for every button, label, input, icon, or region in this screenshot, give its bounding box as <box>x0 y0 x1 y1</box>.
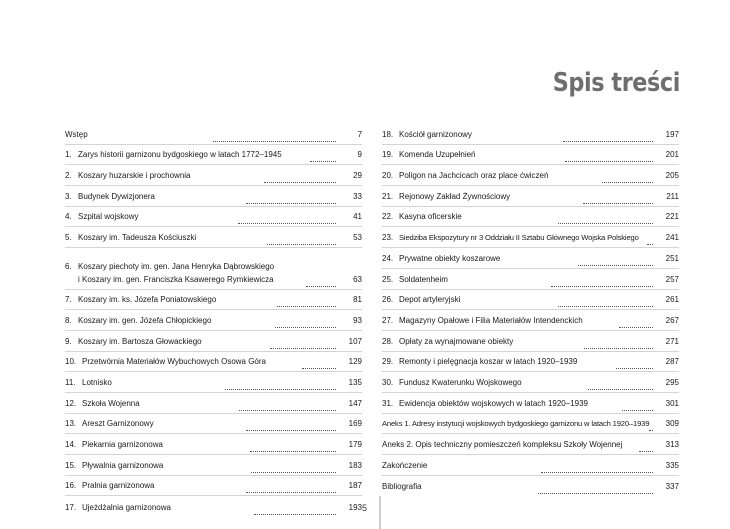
toc-entry-label: Zakończenie <box>382 460 428 470</box>
toc-entry[interactable] <box>65 434 362 455</box>
toc-entry[interactable] <box>382 269 679 290</box>
toc-entry-page: 179 <box>348 440 362 450</box>
dot-leader <box>254 513 336 515</box>
toc-entry-label: Piekarnia garnizonowa <box>82 440 163 450</box>
toc-entry-page: 251 <box>665 253 680 263</box>
dot-leader <box>310 160 336 162</box>
page-title: Spis treści <box>552 68 680 98</box>
toc-entry-number: 21. <box>382 191 394 201</box>
toc-entry-label: Areszt Garnizonowy <box>82 419 154 429</box>
toc-entry-page: 261 <box>665 295 680 305</box>
toc-entry[interactable] <box>65 455 362 476</box>
toc-entry-page: 129 <box>348 357 362 367</box>
dot-leader <box>558 305 653 307</box>
dot-leader <box>251 471 336 473</box>
toc-entry[interactable] <box>382 352 679 373</box>
toc-entry-number: 3. <box>65 191 72 201</box>
toc-entry-page: 197 <box>665 129 679 139</box>
dot-leader <box>270 347 336 349</box>
toc-entry-number: 4. <box>65 212 72 222</box>
toc-entry-label: Koszary huzarskie i prochownia <box>78 171 191 181</box>
toc-entry-number: 28. <box>382 336 394 346</box>
toc-entry[interactable] <box>382 393 679 414</box>
toc-entry-page: 41 <box>353 212 362 222</box>
toc-entry-page: 241 <box>665 233 680 243</box>
toc-entry-page: 187 <box>348 481 362 491</box>
toc-entry-page: 33 <box>353 191 362 201</box>
toc-entry[interactable] <box>382 207 679 228</box>
dot-leader <box>565 160 653 162</box>
toc-entry-page: 313 <box>665 440 679 449</box>
dot-leader <box>578 264 653 266</box>
toc-entry-label: Fundusz Kwaterunku Wojskowego <box>399 377 522 387</box>
toc-entry[interactable] <box>65 165 362 186</box>
dot-leader <box>588 388 653 390</box>
toc-entry[interactable] <box>65 310 362 331</box>
toc-entry-label: Szpital wojskowy <box>78 212 139 222</box>
toc-entry-page: 193 <box>348 503 363 513</box>
toc-left-column <box>65 124 362 517</box>
toc-entry-label: Ewidencja obiektów wojskowych w latach 1920–1939 <box>399 398 588 408</box>
toc-entry-number: 29. <box>382 357 394 367</box>
toc-entry-page: 257 <box>665 274 680 284</box>
toc-entry-number: 2. <box>65 171 72 181</box>
toc-entry[interactable] <box>65 227 362 248</box>
toc-entry-label: Siedziba Ekspozytury nr 3 Oddziału II Sztabu Głównego Wojska Polskiego <box>399 233 639 243</box>
toc-entry-page: 287 <box>665 357 679 367</box>
toc-entry-label: Poligon na Jachcicach oraz place ćwiczeń <box>399 171 549 181</box>
toc-entry[interactable] <box>382 455 679 476</box>
toc-entry-page: 201 <box>665 150 679 160</box>
toc-entry-number: 7. <box>65 295 72 305</box>
toc-entry-number: 9. <box>65 336 72 346</box>
toc-entry-page: 271 <box>665 336 679 346</box>
toc-entry-page: 335 <box>665 460 680 470</box>
toc-entry[interactable] <box>382 145 679 166</box>
toc-entry-number: 13. <box>65 419 77 429</box>
toc-entry[interactable] <box>65 207 362 228</box>
toc-entry-label: Depot artyleryjski <box>399 295 461 305</box>
dot-leader <box>551 285 653 287</box>
toc-entry-number: 10. <box>65 357 77 367</box>
toc-entry-label: i Koszary im. gen. Franciszka Ksawerego Rymkiewicza <box>78 274 274 284</box>
page-divider <box>379 496 381 529</box>
toc-entry-number: 5. <box>65 233 72 243</box>
dot-leader <box>213 140 336 142</box>
toc-entry-page: 53 <box>353 233 362 243</box>
toc-entry[interactable] <box>65 414 362 435</box>
toc-entry[interactable] <box>65 352 362 373</box>
toc-entry-page: 211 <box>666 191 679 201</box>
dot-leader <box>264 181 336 183</box>
toc-entry-label: Komenda Uzupełnień <box>399 150 476 160</box>
toc-entry-number: 18. <box>382 129 394 139</box>
toc-entry-label: Koszary im. Tadeusza Kościuszki <box>78 233 197 243</box>
toc-entry-label: Kasyna oficerskie <box>399 212 462 222</box>
toc-entry-page: 63 <box>353 274 362 284</box>
toc-entry[interactable] <box>382 165 679 186</box>
toc-entry-number: 15. <box>65 460 77 470</box>
toc-entry[interactable] <box>382 124 679 145</box>
toc-entry-page: 169 <box>348 419 362 429</box>
toc-entry[interactable] <box>65 331 362 352</box>
toc-entry[interactable] <box>382 372 679 393</box>
toc-entry-number: 14. <box>65 440 77 450</box>
toc-entry-label: Koszary im. Bartosza Głowackiego <box>78 336 202 346</box>
toc-entry-number: 23. <box>382 233 394 243</box>
dot-leader <box>246 202 336 204</box>
toc-entry-number: 22. <box>382 212 394 222</box>
toc-entry[interactable] <box>65 186 362 207</box>
dot-leader <box>225 388 336 390</box>
toc-entry-number: 11. <box>65 377 76 387</box>
toc-entry[interactable] <box>382 434 679 455</box>
toc-entry-label: Opłaty za wynajmowane obiekty <box>399 336 514 346</box>
toc-entry-page: 93 <box>353 315 362 325</box>
toc-entry-page: 81 <box>353 295 362 305</box>
toc-entry-page: 295 <box>665 377 679 387</box>
toc-entry[interactable] <box>382 290 679 311</box>
toc-entry-label: Budynek Dywizjonera <box>78 191 155 201</box>
toc-entry-page: 29 <box>353 171 362 181</box>
toc-entry[interactable] <box>382 476 679 497</box>
toc-entry-number: 24. <box>382 253 394 263</box>
toc-entry-page: 301 <box>665 398 679 408</box>
toc-entry-number: 30. <box>382 377 394 387</box>
toc-entry-number: 19. <box>382 150 394 160</box>
toc-entry[interactable] <box>65 248 362 289</box>
toc-entry[interactable] <box>382 186 679 207</box>
toc-entry-label: Kościół garnizonowy <box>399 129 472 139</box>
dot-leader <box>583 202 653 204</box>
toc-entry-number: 20. <box>382 171 394 181</box>
toc-entry-label: Bibliografia <box>382 482 422 492</box>
toc-entry-label: Aneks 2. Opis techniczny pomieszczeń kompleksu Szkoły Wojennej <box>382 440 623 449</box>
toc-entry[interactable] <box>65 476 362 497</box>
toc-entry-page: 147 <box>348 398 363 408</box>
toc-entry[interactable] <box>65 393 362 414</box>
toc-entry-page: 221 <box>665 212 680 222</box>
dot-leader <box>647 243 653 245</box>
toc-right-column <box>382 124 679 496</box>
dot-leader <box>239 409 336 411</box>
toc-entry-label-line1: Koszary piechoty im. gen. Jana Henryka Dąbrowskiego <box>78 261 275 271</box>
dot-leader <box>246 491 336 493</box>
toc-entry-page: 7 <box>357 129 363 139</box>
toc-entry-number: 27. <box>382 315 394 325</box>
toc-entry-page: 205 <box>665 171 680 181</box>
dot-leader <box>250 450 336 452</box>
dot-leader <box>649 429 653 431</box>
toc-entry-number: 1. <box>65 150 72 160</box>
toc-entry-page: 309 <box>665 419 679 429</box>
toc-entry-page: 135 <box>348 377 363 387</box>
toc-entry-label: Koszary im. gen. Józefa Chłopickiego <box>78 315 212 325</box>
toc-entry[interactable] <box>65 290 362 311</box>
toc-entry-label: Soldatenheim <box>399 274 448 284</box>
dot-leader <box>639 450 653 452</box>
toc-entry-label: Pływalnia garnizonowa <box>82 460 164 470</box>
toc-entry[interactable] <box>65 372 362 393</box>
toc-entry[interactable] <box>382 248 679 269</box>
toc-entry[interactable] <box>382 414 679 435</box>
toc-entry-page: 183 <box>348 460 363 470</box>
toc-entry[interactable] <box>65 124 362 145</box>
toc-entry-label: Aneks 1. Adresy instytucji wojskowych bydgoskiego garnizonu w latach 1920–1939 <box>382 419 650 429</box>
toc-entry-page: 337 <box>665 482 680 492</box>
dot-leader <box>275 326 336 328</box>
toc-entry-label: Remonty i pielęgnacja koszar w latach 1920–1939 <box>399 357 578 367</box>
dot-leader <box>238 222 336 224</box>
page-number: 5 <box>362 503 368 513</box>
toc-entry-label: Ujeżdżalnia garnizonowa <box>82 503 171 513</box>
toc-entry-number: 8. <box>65 315 72 325</box>
dot-leader <box>306 285 336 287</box>
toc-entry-label: Przetwórnia Materiałów Wybuchowych Osowa Góra <box>82 357 266 367</box>
dot-leader <box>277 305 336 307</box>
toc-entry-label: Szkoła Wojenna <box>82 398 140 408</box>
dot-leader <box>538 492 653 494</box>
dot-leader <box>584 347 653 349</box>
dot-leader <box>246 429 336 431</box>
toc-entry-label: Zarys historii garnizonu bydgoskiego w latach 1772–1945 <box>78 150 282 160</box>
toc-entry-number: 31. <box>382 398 394 408</box>
toc-entry-page: 267 <box>665 315 680 325</box>
toc-entry-page: 9 <box>357 150 362 160</box>
toc-entry-number: 25. <box>382 274 394 284</box>
dot-leader <box>302 367 336 369</box>
toc-entry-label: Wstęp <box>65 129 88 139</box>
toc-entry-number: 16. <box>65 481 77 491</box>
toc-entry[interactable] <box>65 496 362 517</box>
toc-entry-label: Lotnisko <box>82 377 112 387</box>
dot-leader <box>622 409 654 411</box>
toc-entry-label: Prywatne obiekty koszarowe <box>399 253 501 263</box>
toc-entry[interactable] <box>382 227 679 248</box>
toc-entry-label: Magazyny Opałowe i Filia Materiałów Intendenckich <box>399 315 583 325</box>
toc-entry[interactable] <box>382 331 679 352</box>
toc-entry-number: 6. <box>65 261 72 271</box>
dot-leader <box>558 222 653 224</box>
dot-leader <box>541 471 653 473</box>
toc-entry-number: 17. <box>65 503 77 513</box>
toc-entry[interactable] <box>382 310 679 331</box>
dot-leader <box>267 243 336 245</box>
toc-entry-label: Koszary im. ks. Józefa Poniatowskiego <box>78 295 217 305</box>
toc-entry-number: 26. <box>382 295 394 305</box>
toc-entry-label: Rejonowy Zakład Żywnościowy <box>399 191 511 201</box>
toc-entry-label: Pralnia garnizonowa <box>82 481 155 491</box>
toc-entry-page: 107 <box>348 336 363 346</box>
toc-entry[interactable] <box>65 145 362 166</box>
dot-leader <box>619 326 653 328</box>
dot-leader <box>616 367 653 369</box>
dot-leader <box>602 181 653 183</box>
toc-entry-number: 12. <box>65 398 77 408</box>
dot-leader <box>563 140 653 142</box>
